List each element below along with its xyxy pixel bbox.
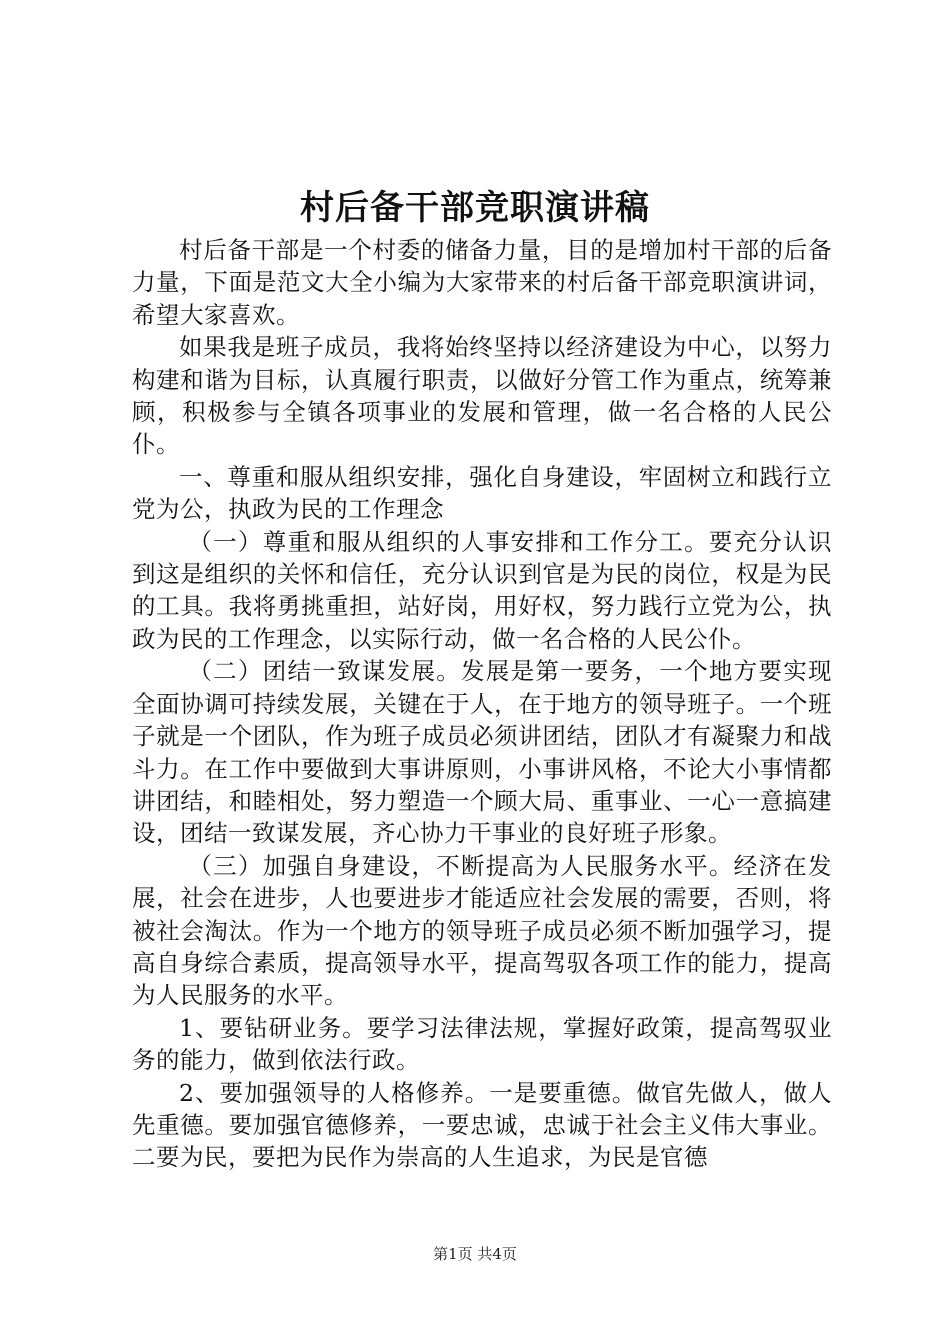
subsection-two: （二）团结一致谋发展。发展是第一要务，一个地方要实现全面协调可持续发展，关键在于人，在于地方的领导班子。一个班子就是一个团队，作为班子成员必须讲团结，团队才有凝聚力和战斗力。在工作中要做到大事讲原则，小事讲风格，不论大小事情都讲团结，和睦相处，努力塑造一个顾大局、重事业、一心一意搞建设，团结一致谋发展，齐心协力干事业的良好班子形象。 xyxy=(132,657,832,848)
page-title: 村后备干部竞职演讲稿 xyxy=(300,188,650,228)
numbered-item-two: 2、要加强领导的人格修养。一是要重德。做官先做人，做人先重德。要加强官德修养，一要忠诚，忠诚于社会主义伟大事业。二要为民，要把为民作为崇高的人生追求，为民是官德 xyxy=(132,1078,832,1172)
paragraph-pledge: 如果我是班子成员，我将始终坚持以经济建设为中心，以努力构建和谐为目标，认真履行职责，以做好分管工作为重点，统筹兼顾，积极参与全镇各项事业的发展和管理，做一名合格的人民公仆。 xyxy=(132,333,832,459)
numbered-item-one: 1、要钻研业务。要学习法律法规，掌握好政策，提高驾驭业务的能力，做到依法行政。 xyxy=(132,1013,832,1075)
document-body xyxy=(132,234,832,1174)
paragraph-intro: 村后备干部是一个村委的储备力量，目的是增加村干部的后备力量，下面是范文大全小编为大家带来的村后备干部竞职演讲词，希望大家喜欢。 xyxy=(132,236,832,329)
section-heading-one: 一、尊重和服从组织安排，强化自身建设，牢固树立和践行立党为公，执政为民的工作理念 xyxy=(132,462,832,524)
page-footer: 第1页 共4页 xyxy=(433,1245,517,1263)
subsection-three: （三）加强自身建设，不断提高为人民服务水平。经济在发展，社会在进步，人也要进步才能适应社会发展的需要，否则，将被社会淘汰。作为一个地方的领导班子成员必须不断加强学习，提高自身综合素质，提高领导水平，提高驾驭各项工作的能力，提高为人民服务的水平。 xyxy=(132,851,832,1010)
subsection-one: （一）尊重和服从组织的人事安排和工作分工。要充分认识到这是组织的关怀和信任，充分认识到官是为民的岗位，权是为民的工具。我将勇挑重担，站好岗，用好权，努力践行立党为公，执政为民的工作理念，以实际行动，做一名合格的人民公仆。 xyxy=(132,527,832,653)
